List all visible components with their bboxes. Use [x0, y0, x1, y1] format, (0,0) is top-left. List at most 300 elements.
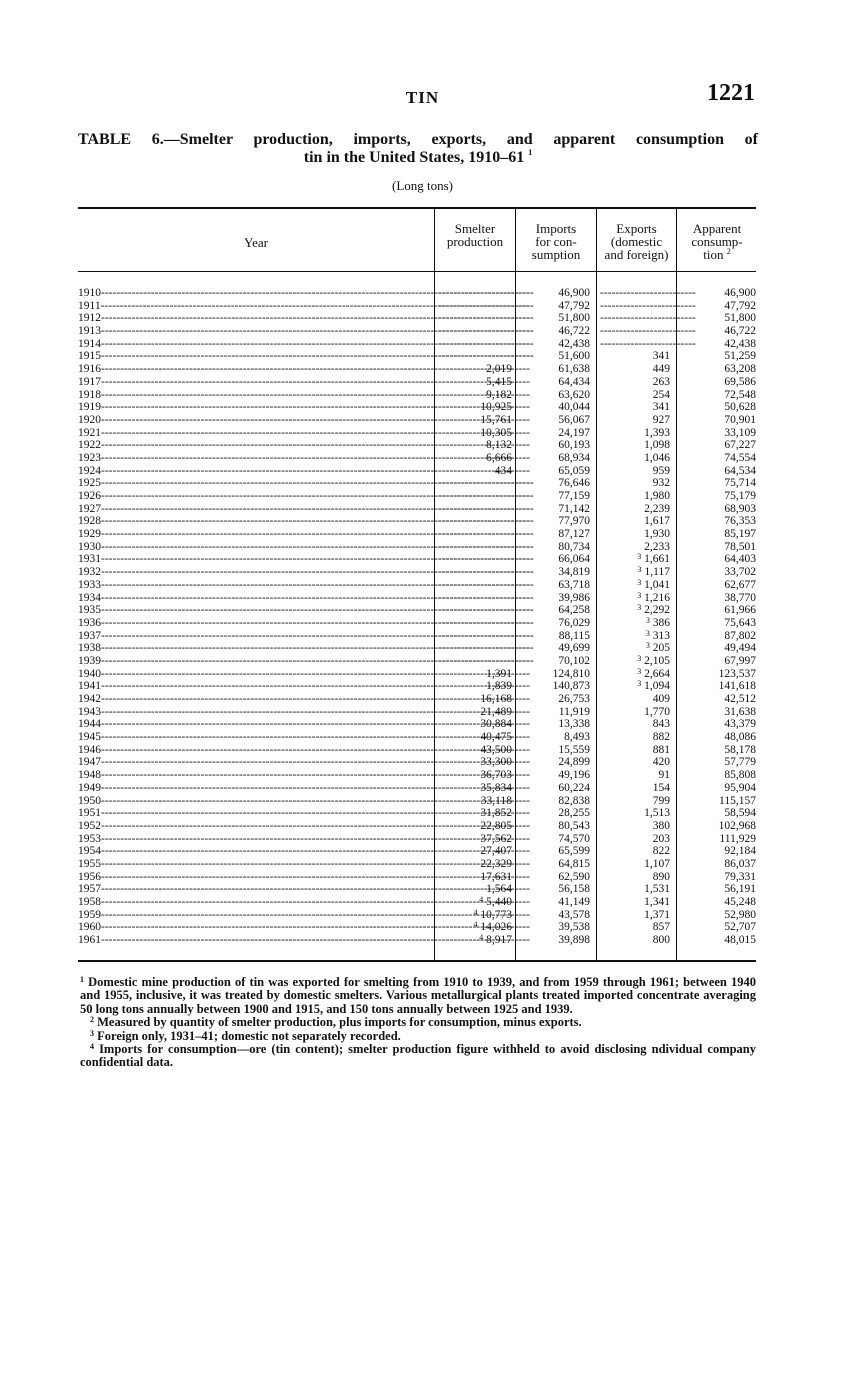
year-cell: 1910 -----	[78, 287, 434, 300]
exports-value: 1,930	[644, 528, 670, 541]
table-row	[78, 389, 756, 402]
imports-value: 42,438	[558, 337, 590, 350]
footnote-mark: 4	[473, 920, 478, 930]
year-cell: 1950 -----	[78, 795, 434, 808]
exports-cell	[598, 744, 670, 757]
exports-value: 1,046	[644, 451, 670, 464]
smelter-cell	[436, 718, 512, 731]
exports-cell	[598, 756, 670, 769]
year-cell: 1930 -----	[78, 541, 434, 554]
imports-value: 47,792	[558, 299, 590, 312]
exports-cell	[598, 465, 670, 478]
footnote-mark: 4	[479, 895, 484, 904]
exports-value: 341	[652, 401, 670, 414]
apparent-cell	[678, 731, 756, 744]
smelter-cell	[436, 439, 512, 452]
table-row	[78, 744, 756, 757]
footnote-mark: 3	[645, 628, 650, 638]
exports-value: 263	[652, 375, 670, 388]
apparent-cell	[678, 782, 756, 795]
smelter-cell	[436, 820, 512, 833]
footnote-mark: 3	[645, 641, 650, 651]
imports-cell	[518, 414, 590, 427]
smelter-value: 40,475	[480, 731, 512, 744]
apparent-value: 111,929	[719, 832, 756, 845]
apparent-cell	[678, 592, 756, 605]
smelter-cell	[436, 427, 512, 440]
apparent-value: 123,537	[718, 667, 756, 680]
smelter-value: 6,666	[486, 451, 512, 464]
year-cell: 1945 -----	[78, 731, 434, 744]
apparent-value: 33,109	[724, 426, 756, 439]
imports-value: 77,970	[558, 515, 590, 528]
apparent-value: 57,779	[724, 756, 756, 769]
apparent-cell	[678, 845, 756, 858]
exports-cell	[598, 820, 670, 833]
year-cell: 1935 -----	[78, 604, 434, 617]
imports-cell	[518, 820, 590, 833]
exports-value: 2,239	[644, 502, 670, 515]
empty-cell-leader: -------------------------	[438, 337, 534, 350]
exports-value: 313	[652, 629, 670, 642]
exports-value: 1,341	[644, 896, 670, 908]
exports-cell	[598, 617, 670, 630]
apparent-value: 51,800	[724, 312, 756, 325]
table-row	[78, 883, 756, 896]
exports-value: 254	[652, 388, 670, 401]
header-line: Exports	[616, 221, 657, 236]
empty-cell-leader: -------------------------	[438, 578, 534, 591]
table-bottom-rule	[78, 960, 756, 962]
column-header-year: Year	[244, 235, 268, 250]
year-cell: 1923 -----	[78, 452, 434, 465]
apparent-cell	[678, 338, 756, 351]
smelter-cell	[436, 833, 512, 846]
caption-footnote-mark: 1	[528, 148, 533, 157]
table-row	[78, 934, 756, 947]
apparent-value: 79,331	[724, 870, 756, 883]
smelter-value: 9,182	[486, 388, 512, 401]
smelter-cell	[436, 680, 512, 693]
smelter-value: 33,118	[480, 794, 512, 807]
year-cell: 1924 -----	[78, 465, 434, 478]
table-row	[78, 769, 756, 782]
imports-cell	[518, 490, 590, 503]
exports-cell	[598, 769, 670, 782]
footnote	[80, 1043, 756, 1070]
header-line: Imports	[535, 221, 577, 236]
exports-cell	[598, 795, 670, 808]
smelter-value: 35,834	[480, 781, 512, 794]
apparent-cell	[678, 858, 756, 871]
imports-cell	[518, 376, 590, 389]
apparent-cell	[678, 909, 756, 922]
table-row	[78, 807, 756, 820]
imports-cell	[518, 655, 590, 668]
footnote-mark: 1	[80, 975, 84, 984]
imports-value: 15,559	[558, 743, 590, 756]
table-row	[78, 617, 756, 630]
imports-cell	[518, 896, 590, 909]
smelter-value: 434	[494, 464, 512, 477]
exports-value: 420	[652, 756, 670, 769]
year-cell: 1915 -----	[78, 350, 434, 363]
table-row	[78, 655, 756, 668]
apparent-value: 115,157	[719, 794, 756, 807]
table-row	[78, 363, 756, 376]
imports-value: 124,810	[552, 667, 590, 680]
table-row	[78, 718, 756, 731]
exports-value: 800	[652, 934, 670, 947]
year-cell: 1919 -----	[78, 401, 434, 414]
apparent-value: 56,191	[724, 883, 756, 896]
empty-cell-leader: -------------------------	[438, 325, 534, 338]
table-row	[78, 756, 756, 769]
imports-value: 26,753	[558, 693, 590, 705]
footnote-mark: 3	[637, 577, 642, 587]
smelter-value: 31,852	[480, 807, 512, 820]
footnote	[80, 1016, 756, 1029]
exports-cell	[598, 858, 670, 871]
imports-value: 87,127	[558, 528, 590, 541]
apparent-cell	[678, 389, 756, 402]
header-line: Smelter	[454, 221, 496, 236]
table-row	[78, 553, 756, 566]
smelter-value: 8,917	[486, 934, 512, 947]
imports-cell	[518, 668, 590, 681]
apparent-cell	[678, 706, 756, 719]
apparent-cell	[678, 668, 756, 681]
apparent-value: 67,227	[724, 439, 756, 452]
footnote-mark: 3	[645, 615, 650, 625]
year-cell: 1946 -----	[78, 744, 434, 757]
exports-cell	[598, 668, 670, 681]
imports-cell	[518, 604, 590, 617]
empty-cell-leader: -------------------------	[438, 477, 534, 490]
year-cell: 1920 -----	[78, 414, 434, 427]
column-header-imports	[516, 222, 596, 261]
empty-cell-leader: -------------------------	[600, 312, 696, 325]
imports-cell	[518, 325, 590, 338]
imports-cell	[518, 287, 590, 300]
year-cell: 1951 -----	[78, 807, 434, 820]
footnotes	[80, 976, 756, 1070]
smelter-value: 22,329	[480, 857, 512, 870]
apparent-value: 58,594	[724, 807, 756, 820]
empty-cell-leader: -------------------------	[438, 490, 534, 502]
table-row	[78, 871, 756, 884]
imports-cell	[518, 731, 590, 744]
table-row	[78, 350, 756, 363]
year-cell: 1922 -----	[78, 439, 434, 452]
exports-value: 1,980	[644, 490, 670, 502]
year-cell: 1955 -----	[78, 858, 434, 871]
imports-cell	[518, 680, 590, 693]
apparent-value: 33,702	[724, 566, 756, 579]
year-cell: 1914 -----	[78, 338, 434, 351]
header-line: consump-	[691, 234, 743, 249]
header-bottom-rule	[78, 271, 756, 272]
apparent-value: 95,904	[724, 781, 756, 794]
imports-value: 46,900	[558, 287, 590, 299]
year-cell: 1960 -----	[78, 921, 434, 934]
apparent-value: 85,808	[724, 769, 756, 782]
smelter-value: 1,391	[486, 667, 512, 680]
apparent-value: 87,802	[724, 629, 756, 642]
smelter-value: 8,132	[486, 439, 512, 452]
exports-cell	[598, 376, 670, 389]
apparent-value: 45,248	[724, 896, 756, 908]
exports-value: 2,664	[644, 667, 670, 680]
imports-cell	[518, 579, 590, 592]
year-cell: 1959 -----	[78, 909, 434, 922]
exports-value: 857	[652, 921, 670, 934]
imports-cell	[518, 363, 590, 376]
exports-cell	[598, 401, 670, 414]
year-cell: 1940 -----	[78, 668, 434, 681]
exports-cell	[598, 655, 670, 668]
imports-value: 24,899	[558, 756, 590, 769]
table-row	[78, 858, 756, 871]
exports-cell	[598, 452, 670, 465]
smelter-value: 22,805	[480, 819, 512, 832]
imports-value: 39,898	[558, 934, 590, 947]
caption-line-2	[304, 149, 532, 166]
empty-cell-leader: -------------------------	[438, 312, 534, 325]
imports-value: 70,102	[558, 654, 590, 667]
exports-value: 2,105	[644, 654, 670, 667]
smelter-cell	[436, 731, 512, 744]
exports-cell	[598, 541, 670, 554]
imports-value: 88,115	[558, 629, 590, 642]
table-row	[78, 731, 756, 744]
imports-value: 61,638	[558, 363, 590, 376]
imports-cell	[518, 350, 590, 363]
apparent-cell	[678, 579, 756, 592]
imports-value: 13,338	[558, 718, 590, 731]
exports-value: 341	[652, 350, 670, 363]
apparent-cell	[678, 680, 756, 693]
smelter-cell	[436, 795, 512, 808]
year-cell: 1928 -----	[78, 515, 434, 528]
smelter-cell	[436, 465, 512, 478]
imports-value: 140,873	[552, 680, 590, 693]
exports-cell	[598, 934, 670, 947]
imports-cell	[518, 833, 590, 846]
imports-cell	[518, 465, 590, 478]
smelter-value: 10,773	[480, 908, 512, 921]
imports-cell	[518, 389, 590, 402]
apparent-cell	[678, 287, 756, 300]
exports-value: 1,117	[644, 566, 670, 579]
imports-value: 76,029	[558, 616, 590, 629]
apparent-cell	[678, 503, 756, 516]
imports-cell	[518, 871, 590, 884]
empty-cell-leader: -------------------------	[438, 287, 534, 299]
exports-value: 1,770	[644, 705, 670, 718]
apparent-cell	[678, 630, 756, 643]
exports-cell	[598, 642, 670, 655]
smelter-value: 10,925	[480, 401, 512, 414]
year-cell: 1944 -----	[78, 718, 434, 731]
empty-cell-leader: -------------------------	[438, 299, 534, 312]
year-cell: 1917 -----	[78, 376, 434, 389]
exports-cell	[598, 604, 670, 617]
smelter-value: 27,407	[480, 845, 512, 858]
apparent-cell	[678, 921, 756, 934]
imports-cell	[518, 769, 590, 782]
smelter-cell	[436, 807, 512, 820]
imports-value: 49,196	[558, 769, 590, 782]
running-title: TIN	[405, 88, 440, 107]
exports-cell	[598, 528, 670, 541]
exports-cell	[598, 592, 670, 605]
column-header-apparent	[677, 222, 757, 261]
table-row	[78, 896, 756, 909]
imports-value: 68,934	[558, 451, 590, 464]
exports-cell	[598, 706, 670, 719]
imports-value: 60,193	[558, 439, 590, 452]
apparent-value: 64,403	[724, 553, 756, 566]
imports-cell	[518, 312, 590, 325]
exports-cell	[598, 579, 670, 592]
year-cell: 1918 -----	[78, 389, 434, 402]
table-row	[78, 845, 756, 858]
imports-value: 34,819	[558, 566, 590, 579]
smelter-cell	[436, 389, 512, 402]
table-row	[78, 515, 756, 528]
table-row	[78, 909, 756, 922]
smelter-cell	[436, 744, 512, 757]
imports-cell	[518, 883, 590, 896]
apparent-cell	[678, 350, 756, 363]
imports-cell	[518, 452, 590, 465]
apparent-value: 69,586	[724, 375, 756, 388]
smelter-cell	[436, 401, 512, 414]
apparent-value: 43,379	[724, 718, 756, 731]
imports-cell	[518, 693, 590, 706]
year-cell: 1936 -----	[78, 617, 434, 630]
column-header-exports	[597, 222, 676, 261]
table-row	[78, 312, 756, 325]
imports-cell	[518, 592, 590, 605]
smelter-cell	[436, 693, 512, 706]
smelter-cell	[436, 668, 512, 681]
exports-value: 1,661	[644, 553, 670, 566]
exports-value: 205	[652, 642, 670, 655]
apparent-cell	[678, 617, 756, 630]
apparent-cell	[678, 693, 756, 706]
exports-cell	[598, 350, 670, 363]
apparent-value: 58,178	[724, 743, 756, 756]
exports-cell	[598, 909, 670, 922]
table-row	[78, 579, 756, 592]
apparent-value: 78,501	[724, 540, 756, 553]
year-cell: 1953 -----	[78, 833, 434, 846]
year-cell: 1949 -----	[78, 782, 434, 795]
apparent-value: 72,548	[724, 388, 756, 401]
year-cell: 1921 -----	[78, 427, 434, 440]
imports-cell	[518, 300, 590, 313]
exports-value: 1,107	[644, 857, 670, 870]
apparent-cell	[678, 363, 756, 376]
apparent-value: 48,086	[724, 731, 756, 744]
header-line: production	[446, 234, 504, 249]
header-line: (domestic	[610, 234, 663, 249]
exports-value: 1,094	[644, 680, 670, 693]
apparent-value: 85,197	[724, 528, 756, 541]
exports-cell	[598, 363, 670, 376]
table-row	[78, 528, 756, 541]
apparent-value: 141,618	[718, 680, 756, 693]
empty-cell-leader: -------------------------	[438, 629, 534, 642]
exports-cell	[598, 389, 670, 402]
apparent-cell	[678, 528, 756, 541]
exports-cell	[598, 515, 670, 528]
exports-value: 154	[652, 781, 670, 794]
apparent-cell	[678, 934, 756, 947]
footnote-mark: 3	[90, 1028, 94, 1038]
exports-value: 959	[652, 464, 670, 477]
year-cell: 1934 -----	[78, 592, 434, 605]
apparent-value: 67,997	[724, 654, 756, 667]
year-cell: 1937 -----	[78, 630, 434, 643]
exports-cell	[598, 490, 670, 503]
imports-value: 64,815	[558, 857, 590, 870]
imports-value: 63,718	[558, 578, 590, 591]
smelter-cell	[436, 858, 512, 871]
footnote-mark: 2	[726, 247, 731, 256]
year-cell: 1911 -----	[78, 300, 434, 313]
table-body	[78, 287, 756, 947]
footnote-text: Domestic mine production of tin was exported for smelting from 1910 to 1939, and from 1959 through 1961; between 1940 and 1955, inclusive, it was treated by domestic smelters. Various metallurgical plants treated imported concentrate averaging 50 long tons annually between 1900 and 1915, and 150 tons annually between 1925 and 1939.	[80, 975, 757, 1016]
footnote-mark: 2	[90, 1015, 94, 1025]
exports-value: 822	[652, 845, 670, 858]
table-row	[78, 833, 756, 846]
apparent-cell	[678, 655, 756, 668]
imports-value: 46,722	[558, 325, 590, 338]
imports-cell	[518, 921, 590, 934]
table-row	[78, 668, 756, 681]
apparent-cell	[678, 439, 756, 452]
imports-value: 39,538	[558, 921, 590, 934]
imports-value: 74,570	[558, 832, 590, 845]
apparent-value: 62,677	[724, 578, 756, 591]
table-row	[78, 921, 756, 934]
table-top-rule	[78, 207, 756, 209]
units-label: (Long tons)	[391, 178, 454, 193]
empty-cell-leader: -------------------------	[438, 604, 534, 617]
apparent-cell	[678, 795, 756, 808]
imports-cell	[518, 782, 590, 795]
apparent-cell	[678, 883, 756, 896]
apparent-value: 51,259	[724, 350, 756, 363]
apparent-cell	[678, 427, 756, 440]
imports-value: 43,578	[558, 908, 590, 921]
exports-cell	[598, 921, 670, 934]
apparent-cell	[678, 718, 756, 731]
empty-cell-leader: -------------------------	[438, 502, 534, 515]
apparent-cell	[678, 376, 756, 389]
year-cell: 1954 -----	[78, 845, 434, 858]
header-line: sumption	[531, 247, 581, 262]
imports-cell	[518, 858, 590, 871]
apparent-cell	[678, 515, 756, 528]
table-row	[78, 300, 756, 313]
exports-value: 91	[658, 769, 670, 782]
header-line-text: tion	[703, 247, 724, 262]
smelter-value: 37,562	[480, 832, 512, 845]
